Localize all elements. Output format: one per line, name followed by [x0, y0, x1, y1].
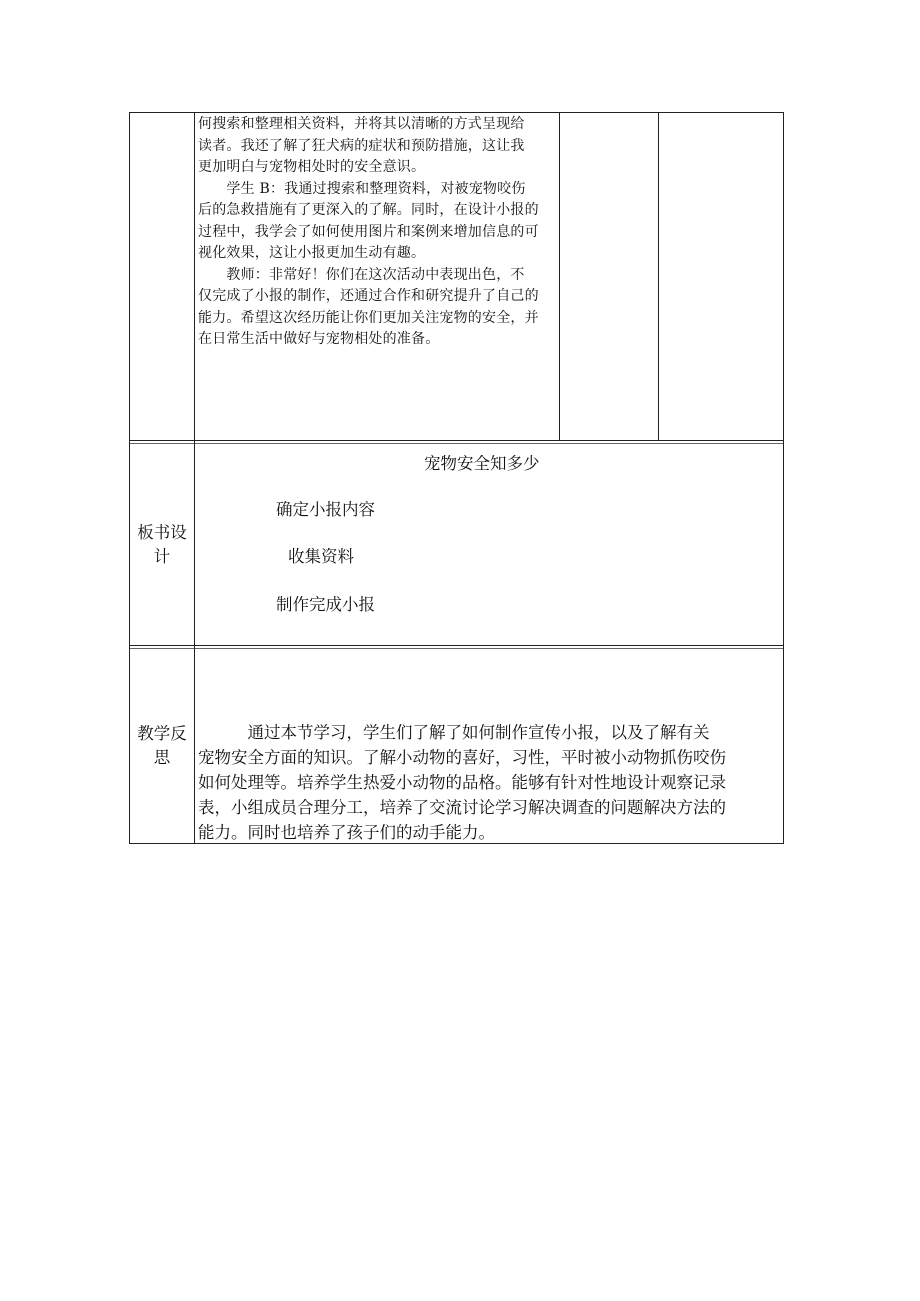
grid-line-col3: [559, 112, 560, 441]
reflection-label-line2: 思: [153, 748, 171, 767]
grid-line-row2-bottom: [129, 645, 784, 646]
process-line: 视化效果，这让小报更加生动有趣。: [198, 245, 426, 261]
process-line: 学生 B：我通过搜索和整理资料，对被宠物咬伤: [198, 180, 526, 197]
process-line: 更加明白与宠物相处时的安全意识。: [198, 159, 426, 175]
grid-line-left: [129, 112, 130, 844]
grid-line-col4: [658, 112, 659, 441]
grid-line-row2-top: [129, 443, 784, 444]
process-line: 教师：非常好！你们在这次活动中表现出色，不: [198, 266, 525, 283]
grid-line-row1-bottom: [129, 440, 784, 441]
grid-line-right: [783, 112, 784, 844]
process-line: 过程中，我学会了如何使用图片和案例来增加信息的可: [198, 223, 539, 240]
grid-line-label-col: [194, 112, 195, 844]
process-line: 能力。希望这次经历能让你们更加关注宠物的安全，并: [198, 309, 539, 326]
board-design-label-line1: 板书设: [137, 523, 187, 542]
grid-line-top: [129, 112, 784, 113]
grid-line-row3-top: [129, 648, 784, 649]
board-item: 确定小报内容: [276, 500, 375, 519]
process-line: 仅完成了小报的制作，还通过合作和研究提升了自己的: [198, 288, 539, 304]
process-line: 何搜索和整理相关资料，并将其以清晰的方式呈现给: [198, 116, 525, 132]
board-design-label-line2: 计: [153, 547, 171, 566]
board-title: 宠物安全知多少: [424, 454, 540, 473]
process-line: 在日常生活中做好与宠物相处的准备。: [198, 331, 440, 347]
board-item: 收集资料: [288, 547, 354, 566]
reflection-line: 能力。同时也培养了孩子们的动手能力。: [198, 823, 495, 842]
process-line: 读者。我还了解了狂犬病的症状和预防措施，这让我: [198, 137, 525, 154]
reflection-line: 如何处理等。培养学生热爱小动物的品格。能够有针对性地设计观察记录: [198, 773, 726, 792]
reflection-line: 通过本节学习，学生们了解了如何制作宣传小报，以及了解有关: [198, 723, 710, 742]
reflection-label-line1: 教学反: [137, 724, 187, 743]
process-line: 后的急救措施有了更深入的了解。同时，在设计小报的: [198, 202, 539, 218]
reflection-line: 宠物安全方面的知识。了解小动物的喜好，习性，平时被小动物抓伤咬伤: [198, 748, 726, 767]
board-item: 制作完成小报: [276, 595, 375, 614]
reflection-line: 表，小组成员合理分工，培养了交流讨论学习解决调查的问题解决方法的: [198, 798, 726, 817]
